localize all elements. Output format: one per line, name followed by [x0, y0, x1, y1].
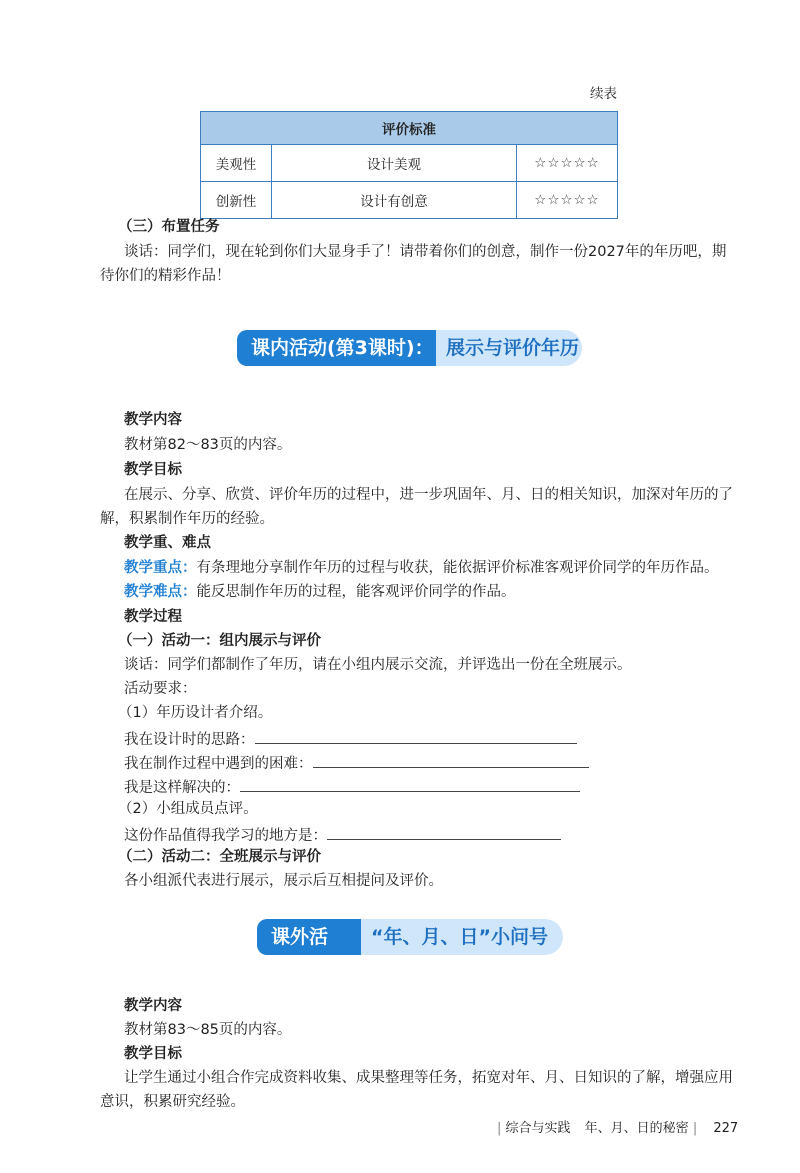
- difficult-point-label: 教学难点：: [124, 584, 197, 600]
- paragraph-line: 谈话：同学们，现在轮到你们大显身手了！请带着你们的创意，制作一份2027年的年历吧，期: [124, 244, 727, 260]
- banner-light-label: “年、月、日”小问号: [361, 919, 563, 955]
- blank-underline: [240, 774, 580, 792]
- continued-label: 续表: [590, 86, 617, 102]
- heading: 教学重、难点: [124, 535, 211, 551]
- blank-underline: [255, 726, 577, 744]
- fill-in-label: 我在设计时的思路：: [124, 732, 255, 748]
- section-heading: （三）布置任务: [118, 219, 220, 235]
- fill-in-line: [124, 750, 589, 775]
- footer-section: 综合与实践: [505, 1121, 571, 1136]
- footer-divider: |: [692, 1121, 698, 1136]
- paragraph-line: 活动要求：: [124, 681, 197, 697]
- banner-dark-label: 课内活动(第3课时)：: [237, 330, 436, 366]
- difficult-point-text: 能反思制作年历的过程，能客观评价同学的作品。: [196, 584, 516, 600]
- fill-in-line: [124, 726, 577, 751]
- paragraph-line: 待你们的精彩作品！: [100, 268, 231, 284]
- description-cell: 设计有创意: [272, 182, 517, 219]
- paragraph-line: 解，积累制作年历的经验。: [100, 511, 274, 527]
- paragraph-line: （2）小组成员点评。: [118, 801, 258, 817]
- banner-light-label: 展示与评价年历: [436, 330, 582, 366]
- paragraph-line: 在展示、分享、欣赏、评价年历的过程中，进一步巩固年、月、日的相关知识，加深对年历的了: [124, 487, 733, 503]
- footer-title: 年、月、日的秘密: [584, 1121, 689, 1136]
- table-header-row: [201, 112, 618, 145]
- fill-in-label: 我是这样解决的：: [124, 780, 240, 796]
- footer-divider: |: [497, 1121, 506, 1136]
- outside-activity-banner: [257, 919, 563, 984]
- fill-in-label: 我在制作过程中遇到的困难：: [124, 756, 313, 772]
- fill-in-label: 这份作品值得我学习的地方是：: [124, 828, 327, 844]
- heading: 教学过程: [124, 609, 182, 625]
- criterion-cell: 美观性: [201, 145, 272, 182]
- heading: 教学目标: [124, 1046, 182, 1062]
- page-number: 227: [713, 1121, 739, 1136]
- paragraph-line: 教材第82～83页的内容。: [124, 437, 292, 453]
- description-cell: 设计美观: [272, 145, 517, 182]
- heading: 教学目标: [124, 462, 182, 478]
- difficult-point-line: [124, 581, 516, 603]
- fill-in-line: [124, 822, 561, 847]
- blank-underline: [313, 750, 589, 768]
- key-point-text: 有条理地分享制作年历的过程与收获，能依据评价标准客观评价同学的年历作品。: [196, 560, 719, 576]
- blank-underline: [327, 822, 561, 840]
- rating-cell: ☆☆☆☆☆: [517, 182, 618, 219]
- paragraph-line: 各小组派代表进行展示，展示后互相提问及评价。: [124, 873, 443, 889]
- activity-heading: （一）活动一：组内展示与评价: [118, 633, 321, 649]
- page-footer: [497, 1117, 738, 1136]
- heading: 教学内容: [124, 998, 182, 1014]
- table-header: 评价标准: [201, 112, 618, 145]
- activity-heading: （二）活动二：全班展示与评价: [118, 849, 321, 865]
- banner-dark-label: 课外活动：: [257, 919, 361, 955]
- key-point-line: [124, 557, 719, 579]
- heading: 教学内容: [124, 412, 182, 428]
- evaluation-table: [200, 111, 618, 219]
- paragraph-line: 谈话：同学们都制作了年历，请在小组内展示交流，并评选出一份在全班展示。: [124, 657, 632, 673]
- paragraph-line: （1）年历设计者介绍。: [118, 705, 273, 721]
- paragraph-line: 教材第83～85页的内容。: [124, 1022, 292, 1038]
- key-point-label: 教学重点：: [124, 560, 197, 576]
- table-row: [201, 145, 618, 182]
- fill-in-line: [124, 774, 580, 799]
- paragraph-line: 意识，积累研究经验。: [100, 1094, 245, 1110]
- criterion-cell: 创新性: [201, 182, 272, 219]
- lesson-banner: [237, 330, 582, 366]
- paragraph-line: 让学生通过小组合作完成资料收集、成果整理等任务，拓宽对年、月、日知识的了解，增强应用: [124, 1070, 733, 1086]
- table-row: [201, 182, 618, 219]
- rating-cell: ☆☆☆☆☆: [517, 145, 618, 182]
